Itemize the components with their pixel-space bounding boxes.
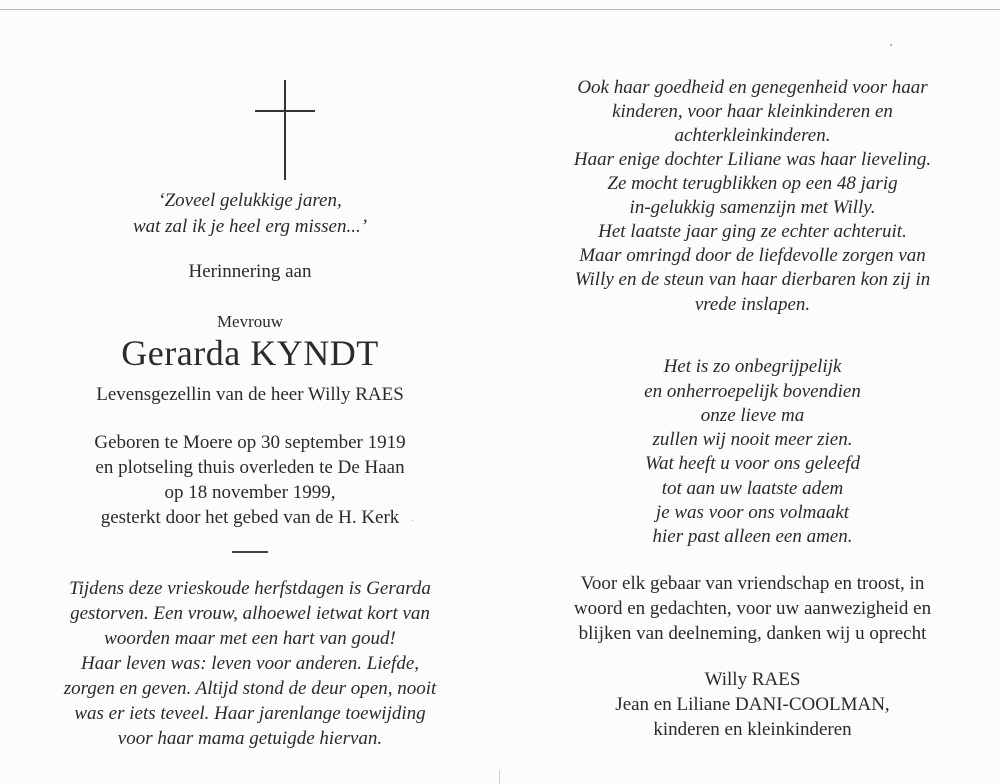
poem-line: zullen wij nooit meer zien. <box>652 429 853 450</box>
quote-line: wat zal ik je heel erg missen...’ <box>132 216 368 237</box>
tribute-continued-line: vrede inslapen. <box>694 294 811 315</box>
life-detail-line: op 18 november 1999, <box>164 482 336 503</box>
tribute-line: woorden maar met een hart van goud! <box>104 628 396 649</box>
left-panel <box>40 0 460 784</box>
tribute-line: was er iets teveel. Haar jarenlange toewijding <box>74 703 426 724</box>
tribute-line: Tijdens deze vrieskoude herfstdagen is Gerarda <box>69 578 431 599</box>
honorific: Mevrouw <box>216 312 284 331</box>
tribute-continued-line: kinderen, voor haar kleinkinderen en <box>612 101 893 122</box>
tribute-continued-line: achterkleinkinderen. <box>674 125 831 146</box>
tribute-line: gestorven. Een vrouw, alhoewel ietwat kort van <box>70 603 430 624</box>
poem-line: Het is zo onbegrijpelijk <box>663 356 842 377</box>
tribute-continued-line: Ook haar goedheid en genegenheid voor haar <box>577 77 928 98</box>
thanks-line: blijken van deelneming, danken wij u oprecht <box>578 623 927 644</box>
tribute-continued-line: Ze mocht terugblikken op een 48 jarig <box>607 173 898 194</box>
poem-line: en onherroepelijk bovendien <box>644 381 861 402</box>
tribute-continued-line: Maar omringd door de liefdevolle zorgen van <box>579 245 926 266</box>
signatory-line: kinderen en kleinkinderen <box>653 719 852 740</box>
cross-icon <box>255 80 315 180</box>
separator-dash <box>232 551 268 553</box>
poem-line: hier past alleen een amen. <box>652 526 853 547</box>
poem-line: je was voor ons volmaakt <box>655 502 850 523</box>
poem-line: onze lieve ma <box>700 405 805 426</box>
signatory-line: Willy RAES <box>704 669 801 690</box>
tribute-continued-line: Willy en de steun van haar dierbaren kon zij in <box>574 269 931 290</box>
tribute-continued-line: Haar enige dochter Liliane was haar lieveling. <box>573 149 932 170</box>
poem-line: tot aan uw laatste adem <box>661 478 844 499</box>
thanks-line: Voor elk gebaar van vriendschap en troost, in <box>580 573 925 594</box>
fold-mark <box>499 770 500 784</box>
tribute-line: voor haar mama getuigde hiervan. <box>117 728 383 749</box>
life-detail-line: en plotseling thuis overleden te De Haan <box>95 457 405 478</box>
spouse-line: Levensgezellin van de heer Willy RAES <box>96 384 404 405</box>
deceased-name: Gerarda KYNDT <box>121 333 379 373</box>
poem-line: Wat heeft u voor ons geleefd <box>644 453 861 474</box>
tribute-line: Haar leven was: leven voor anderen. Liefde, <box>80 653 420 674</box>
quote-line: ‘Zoveel gelukkige jaren, <box>158 190 342 211</box>
life-detail-line: Geboren te Moere op 30 september 1919 <box>94 432 406 453</box>
memory-heading: Herinnering aan <box>188 261 312 282</box>
life-detail-line: gesterkt door het gebed van de H. Kerk <box>100 507 400 528</box>
right-panel <box>530 0 975 784</box>
signatory-line: Jean en Liliane DANI-COOLMAN, <box>615 694 890 715</box>
thanks-line: woord en gedachten, voor uw aanwezigheid en <box>573 598 932 619</box>
tribute-continued-line: Het laatste jaar ging ze echter achteruit. <box>598 221 907 242</box>
tribute-line: zorgen en geven. Altijd stond de deur open, nooit <box>63 678 437 699</box>
tribute-continued-line: in-gelukkig samenzijn met Willy. <box>629 197 876 218</box>
